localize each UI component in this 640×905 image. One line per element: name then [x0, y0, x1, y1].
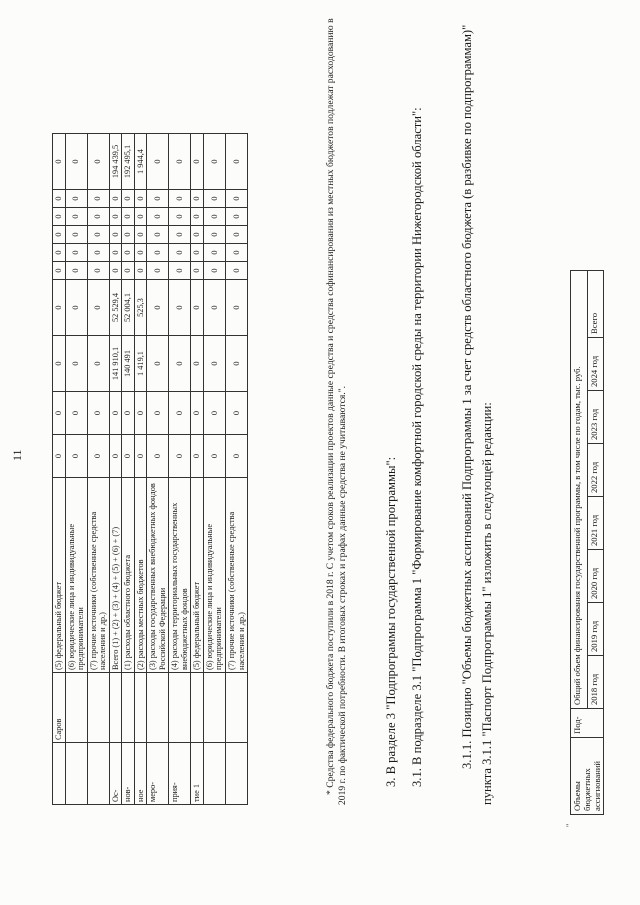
value-cell: 0	[147, 435, 169, 478]
value-cell: 0	[65, 435, 87, 478]
executor-cell	[225, 673, 247, 743]
value-cell: 0	[65, 134, 87, 190]
value-cell: 0	[203, 134, 225, 190]
financing-table	[52, 133, 248, 805]
value-cell: 0	[225, 190, 247, 208]
executor-cell	[147, 673, 169, 743]
source-cell: (5) федеральный бюджет	[53, 478, 66, 673]
source-cell: (6) юридические лица и индивидуальные предприниматели	[203, 478, 225, 673]
value-cell: 0	[87, 226, 109, 244]
passport-financing-header: Общий объем финансирования государственной программы, в том числе по годам, тыс. руб.	[571, 271, 588, 709]
measure-cell	[65, 743, 87, 805]
value-cell: 0	[203, 435, 225, 478]
value-cell: 0	[53, 435, 66, 478]
value-cell: 0	[225, 208, 247, 226]
value-cell: 0	[109, 226, 122, 244]
passport-subprogram-label: Под-	[571, 709, 604, 738]
value-cell: 0	[147, 244, 169, 262]
value-cell: 0	[147, 190, 169, 208]
table-row	[122, 134, 135, 805]
value-cell: 0	[53, 262, 66, 280]
year-header: 2022 год	[587, 444, 604, 497]
table-row	[225, 134, 247, 805]
value-cell: 0	[87, 262, 109, 280]
value-cell: 0	[109, 208, 122, 226]
value-cell: 0	[203, 336, 225, 392]
value-cell: 0	[169, 190, 191, 208]
value-cell: 0	[65, 280, 87, 336]
value-cell: 141 910,1	[109, 336, 122, 392]
value-cell: 0	[122, 226, 135, 244]
paragraph-section-3: 3. В разделе 3 "Подпрограммы государственной программы":	[384, 456, 398, 787]
value-cell: 0	[225, 392, 247, 435]
value-cell: 0	[203, 280, 225, 336]
value-cell: 0	[134, 392, 147, 435]
table-row	[87, 134, 109, 805]
value-cell: 0	[122, 208, 135, 226]
year-header: 2021 год	[587, 497, 604, 550]
measure-cell: тие 1	[191, 743, 204, 805]
measure-cell: нов-	[122, 743, 135, 805]
table-row	[147, 134, 169, 805]
value-cell: 0	[147, 392, 169, 435]
value-cell: 0	[169, 244, 191, 262]
measure-cell: меро-	[147, 743, 169, 805]
value-cell: 0	[134, 262, 147, 280]
value-cell: 0	[169, 280, 191, 336]
passport-row-label: Объемы бюджетных ассигнований	[571, 738, 604, 815]
value-cell: 0	[87, 336, 109, 392]
table-row	[169, 134, 191, 805]
measure-cell	[53, 743, 66, 805]
value-cell: 0	[122, 435, 135, 478]
value-cell: 0	[225, 244, 247, 262]
measure-cell: Ос-	[109, 743, 122, 805]
value-cell: 52 529,4	[109, 280, 122, 336]
value-cell: 0	[169, 262, 191, 280]
executor-cell	[191, 673, 204, 743]
executor-cell	[122, 673, 135, 743]
value-cell: 0	[122, 244, 135, 262]
value-cell: 1 944,4	[134, 134, 147, 190]
measure-cell	[203, 743, 225, 805]
value-cell: 0	[87, 190, 109, 208]
table-row	[109, 134, 122, 805]
source-cell: (4) расходы территориальных государственных внебюджетных фондов	[169, 478, 191, 673]
value-cell: 0	[122, 392, 135, 435]
value-cell: 0	[109, 435, 122, 478]
executor-cell	[203, 673, 225, 743]
value-cell: 0	[203, 226, 225, 244]
value-cell: 0	[53, 134, 66, 190]
value-cell: 0	[87, 134, 109, 190]
value-cell: 0	[169, 226, 191, 244]
executor-cell	[65, 673, 87, 743]
value-cell: 0	[109, 262, 122, 280]
value-cell: 0	[134, 208, 147, 226]
value-cell: 0	[147, 280, 169, 336]
value-cell: 0	[169, 208, 191, 226]
value-cell: 0	[53, 280, 66, 336]
value-cell: 0	[191, 435, 204, 478]
value-cell: 0	[203, 392, 225, 435]
value-cell: 0	[109, 244, 122, 262]
value-cell: 1 419,1	[134, 336, 147, 392]
value-cell: 0	[225, 336, 247, 392]
value-cell: 0	[203, 190, 225, 208]
value-cell: 0	[53, 190, 66, 208]
table-row	[134, 134, 147, 805]
value-cell: 0	[53, 336, 66, 392]
value-cell: 192 495,1	[122, 134, 135, 190]
value-cell: 0	[191, 244, 204, 262]
value-cell: 52 004,1	[122, 280, 135, 336]
source-cell: (2) расходы местных бюджетов	[134, 478, 147, 673]
executor-cell	[169, 673, 191, 743]
value-cell: 0	[203, 244, 225, 262]
value-cell: 0	[65, 262, 87, 280]
value-cell: 0	[109, 392, 122, 435]
value-cell: 0	[225, 226, 247, 244]
value-cell: 140 491	[122, 336, 135, 392]
year-header: 2024 год	[587, 338, 604, 391]
value-cell: 0	[191, 280, 204, 336]
source-cell: Всего (1) + (2) + (3) + (4) + (5) + (6) + (7)	[109, 478, 122, 673]
measure-cell: ное	[134, 743, 147, 805]
year-header: Всего	[587, 271, 604, 338]
executor-cell: Саров	[53, 673, 66, 743]
measure-cell	[225, 743, 247, 805]
value-cell: 0	[65, 336, 87, 392]
source-cell: (7) прочие источники (собственные средства населения и др.)	[225, 478, 247, 673]
value-cell: 0	[65, 226, 87, 244]
value-cell: 0	[134, 190, 147, 208]
value-cell: 0	[87, 208, 109, 226]
value-cell: 0	[65, 392, 87, 435]
value-cell: 0	[147, 208, 169, 226]
value-cell: 0	[169, 392, 191, 435]
year-header: 2018 год	[587, 656, 604, 709]
table-row	[53, 134, 66, 805]
quote-mark: "	[565, 823, 574, 827]
value-cell: 0	[191, 190, 204, 208]
value-cell: 0	[53, 208, 66, 226]
value-cell: 194 439,5	[109, 134, 122, 190]
value-cell: 0	[87, 244, 109, 262]
value-cell: 0	[109, 190, 122, 208]
page-number: 11	[10, 449, 24, 461]
value-cell: 0	[53, 226, 66, 244]
value-cell: 0	[147, 336, 169, 392]
value-cell: 0	[225, 262, 247, 280]
year-header: 2019 год	[587, 603, 604, 656]
value-cell: 0	[65, 208, 87, 226]
year-header: 2020 год	[587, 550, 604, 603]
value-cell: 0	[53, 244, 66, 262]
executor-cell	[87, 673, 109, 743]
value-cell: 0	[191, 134, 204, 190]
value-cell: 0	[87, 435, 109, 478]
source-cell: (3) расходы государственных внебюджетных фондов Российской Федерации	[147, 478, 169, 673]
value-cell: 0	[169, 336, 191, 392]
value-cell: 0	[169, 134, 191, 190]
source-cell: (7) прочие источники (собственные средства населения и др.)	[87, 478, 109, 673]
value-cell: 0	[191, 392, 204, 435]
value-cell: 0	[122, 262, 135, 280]
table-row	[203, 134, 225, 805]
value-cell: 0	[203, 208, 225, 226]
value-cell: 0	[65, 244, 87, 262]
value-cell: 0	[134, 435, 147, 478]
measure-cell: прия-	[169, 743, 191, 805]
value-cell: 0	[147, 262, 169, 280]
source-cell: (1) расходы областного бюджета	[122, 478, 135, 673]
measure-cell	[87, 743, 109, 805]
value-cell: 0	[191, 226, 204, 244]
source-cell: (5) федеральный бюджет	[191, 478, 204, 673]
value-cell: 0	[191, 336, 204, 392]
value-cell: 0	[87, 280, 109, 336]
executor-cell	[109, 673, 122, 743]
passport-table	[570, 270, 604, 815]
table-row	[191, 134, 204, 805]
value-cell: 0	[191, 262, 204, 280]
source-cell: (6) юридические лица и индивидуальные предприниматели	[65, 478, 87, 673]
value-cell: 0	[203, 262, 225, 280]
value-cell: 0	[147, 134, 169, 190]
value-cell: 0	[53, 392, 66, 435]
paragraph-item-3-1-1: 3.1.1. Позицию "Объемы бюджетных ассигнований Подпрограммы 1 за счет средств областного бюджета (в разбивке по подпрограммам)" пункта 3.1.1 "Паспорт Подпрограммы 1" изложить в следующей редакции:	[460, 24, 494, 805]
value-cell: 525,3	[134, 280, 147, 336]
value-cell: 0	[87, 392, 109, 435]
value-cell: 0	[122, 190, 135, 208]
year-header: 2023 год	[587, 391, 604, 444]
value-cell: 0	[134, 226, 147, 244]
table-row	[65, 134, 87, 805]
paragraph-subsection-3-1: 3.1. В подразделе 3.1 "Подпрограмма 1 "Формирование комфортной городской среды на территории Нижегородской области":	[410, 107, 424, 787]
footnote: * Средства федерального бюджета поступили в 2018 г. С учетом сроков реализации проектов данные средства и средства софинансирования из местных бюджетов подлежат расходованию в 2019 г. по фактической потребности. В итоговых строках и графах данные средства не учитываются.".	[325, 18, 349, 805]
value-cell: 0	[225, 435, 247, 478]
value-cell: 0	[147, 226, 169, 244]
value-cell: 0	[225, 134, 247, 190]
value-cell: 0	[191, 208, 204, 226]
value-cell: 0	[225, 280, 247, 336]
value-cell: 0	[134, 244, 147, 262]
value-cell: 0	[169, 435, 191, 478]
value-cell: 0	[65, 190, 87, 208]
executor-cell	[134, 673, 147, 743]
